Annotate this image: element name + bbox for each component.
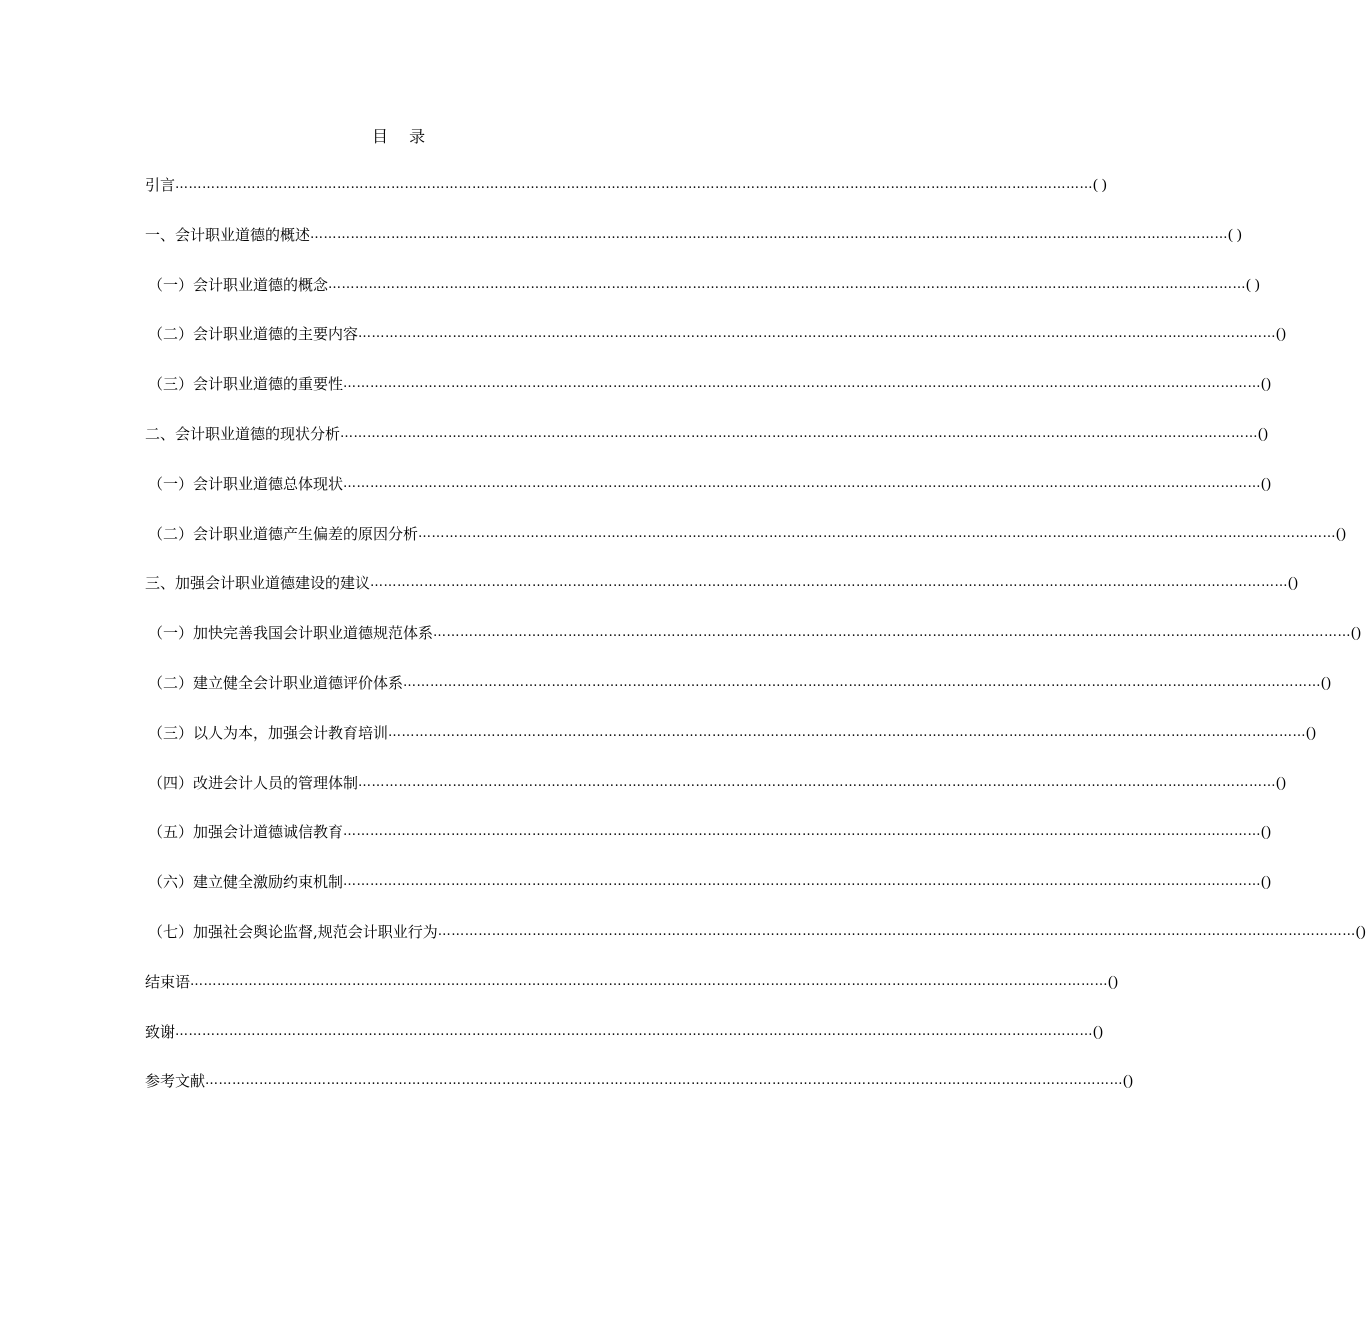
toc-page-number: () bbox=[1261, 824, 1272, 841]
toc-entry[interactable] bbox=[0, 821, 1272, 871]
toc-leader-dots: …………………………………………………………………………………………………………………………………………………………………………………… bbox=[437, 923, 1356, 939]
toc-entry[interactable] bbox=[0, 1021, 1104, 1071]
toc-entry-text: （三）以人为本，加强会计教育培训 bbox=[148, 723, 389, 742]
toc-page-number: () bbox=[1093, 1023, 1104, 1040]
toc-page-number: () bbox=[1306, 724, 1317, 741]
toc-entry-text: （一）会计职业道德的概念 bbox=[148, 275, 329, 294]
toc-page-number: ( ) bbox=[1228, 226, 1242, 243]
toc-entry[interactable] bbox=[0, 224, 1242, 274]
toc-entry[interactable] bbox=[0, 473, 1272, 523]
toc-entry[interactable] bbox=[0, 423, 1269, 473]
toc-page-number: () bbox=[1261, 475, 1272, 492]
toc-leader-dots: …………………………………………………………………………………………………………………………………………………………………………………… bbox=[343, 475, 1262, 491]
toc-page-number: () bbox=[1351, 625, 1362, 642]
toc-entry[interactable] bbox=[0, 1070, 1134, 1120]
toc-entry-text: （三）会计职业道德的重要性 bbox=[148, 375, 344, 394]
toc-entry[interactable] bbox=[0, 672, 1332, 722]
toc-entry-text: 参考文献 bbox=[145, 1072, 206, 1091]
toc-entry[interactable] bbox=[0, 572, 1299, 622]
toc-entry-text: 引言 bbox=[145, 176, 176, 194]
toc-entry[interactable] bbox=[0, 622, 1362, 672]
toc-entry-text: 二、会计职业道德的现状分析 bbox=[145, 424, 341, 443]
toc-leader-dots: …………………………………………………………………………………………………………………………………………………………………………………… bbox=[205, 1073, 1124, 1089]
toc-entry-text: 致谢 bbox=[145, 1022, 176, 1041]
toc-page-number: () bbox=[1123, 1073, 1134, 1090]
toc-entry[interactable] bbox=[0, 722, 1317, 772]
toc-leader-dots: …………………………………………………………………………………………………………………………………………………………………………………… bbox=[175, 177, 1094, 192]
toc-leader-dots: …………………………………………………………………………………………………………………………………………………………………………………… bbox=[328, 276, 1247, 292]
toc-page-number: () bbox=[1258, 425, 1269, 442]
toc-leader-dots: …………………………………………………………………………………………………………………………………………………………………………………… bbox=[190, 973, 1109, 989]
toc-page-number: () bbox=[1276, 774, 1287, 791]
toc-leader-dots: …………………………………………………………………………………………………………………………………………………………………………………… bbox=[433, 625, 1352, 641]
toc-leader-dots: …………………………………………………………………………………………………………………………………………………………………………………… bbox=[343, 824, 1262, 840]
toc-leader-dots: …………………………………………………………………………………………………………………………………………………………………………………… bbox=[343, 376, 1262, 392]
toc-entry[interactable] bbox=[0, 373, 1272, 423]
toc-leader-dots: …………………………………………………………………………………………………………………………………………………………………………………… bbox=[370, 575, 1289, 591]
toc-entry[interactable] bbox=[0, 921, 1366, 971]
toc-page-number: () bbox=[1261, 874, 1272, 891]
toc-leader-dots: …………………………………………………………………………………………………………………………………………………………………………………… bbox=[340, 425, 1259, 441]
toc-leader-dots: …………………………………………………………………………………………………………………………………………………………………………………… bbox=[343, 874, 1262, 890]
toc-leader-dots: …………………………………………………………………………………………………………………………………………………………………………………… bbox=[388, 724, 1307, 740]
toc-entry-text: （二）会计职业道德产生偏差的原因分析 bbox=[148, 524, 419, 543]
toc-leader-dots: …………………………………………………………………………………………………………………………………………………………………………………… bbox=[403, 674, 1322, 690]
toc-entry-text: （四）改进会计人员的管理体制 bbox=[148, 773, 359, 792]
toc-entry[interactable] bbox=[0, 274, 1260, 324]
toc-entry[interactable] bbox=[0, 772, 1287, 822]
toc-leader-dots: …………………………………………………………………………………………………………………………………………………………………………………… bbox=[418, 525, 1337, 541]
toc-entry-text: （二）建立健全会计职业道德评价体系 bbox=[148, 673, 404, 692]
toc-entry-text: （一）加快完善我国会计职业道德规范体系 bbox=[148, 624, 434, 643]
toc-entry-text: （七）加强社会舆论监督,规范会计职业行为 bbox=[148, 922, 438, 941]
toc-entry-text: （五）加强会计道德诚信教育 bbox=[148, 823, 344, 842]
toc-page-number: () bbox=[1108, 973, 1119, 990]
toc-page-number: () bbox=[1336, 525, 1347, 542]
toc-entry[interactable] bbox=[0, 971, 1119, 1021]
toc-page-number: ( ) bbox=[1093, 177, 1107, 193]
toc-entry-text: 三、加强会计职业道德建设的建议 bbox=[145, 574, 371, 593]
toc-page-number: () bbox=[1321, 674, 1332, 691]
toc-leader-dots: …………………………………………………………………………………………………………………………………………………………………………………… bbox=[358, 774, 1277, 790]
toc-entry-text: （一）会计职业道德总体现状 bbox=[148, 474, 344, 493]
toc-entry[interactable] bbox=[0, 323, 1287, 373]
toc-page-number: () bbox=[1288, 575, 1299, 592]
toc-leader-dots: …………………………………………………………………………………………………………………………………………………………………………………… bbox=[175, 1023, 1094, 1039]
toc-entry[interactable] bbox=[0, 174, 1107, 224]
toc-entry-text: （六）建立健全激励约束机制 bbox=[148, 873, 344, 892]
toc-entry[interactable] bbox=[0, 523, 1347, 573]
toc-leader-dots: …………………………………………………………………………………………………………………………………………………………………………………… bbox=[310, 226, 1229, 242]
toc-entry[interactable] bbox=[0, 871, 1272, 921]
toc-page-number: () bbox=[1276, 326, 1287, 343]
toc-entry-text: （二）会计职业道德的主要内容 bbox=[148, 325, 359, 344]
toc-entry-text: 结束语 bbox=[145, 972, 191, 991]
toc-page-number: () bbox=[1261, 376, 1272, 393]
table-of-contents bbox=[0, 174, 1366, 1120]
toc-leader-dots: …………………………………………………………………………………………………………………………………………………………………………………… bbox=[358, 326, 1277, 342]
toc-page-number: ( ) bbox=[1246, 276, 1260, 293]
toc-title: 目 录 bbox=[372, 127, 434, 146]
toc-page-number: () bbox=[1355, 923, 1366, 940]
toc-entry-text: 一、会计职业道德的概述 bbox=[145, 225, 311, 244]
